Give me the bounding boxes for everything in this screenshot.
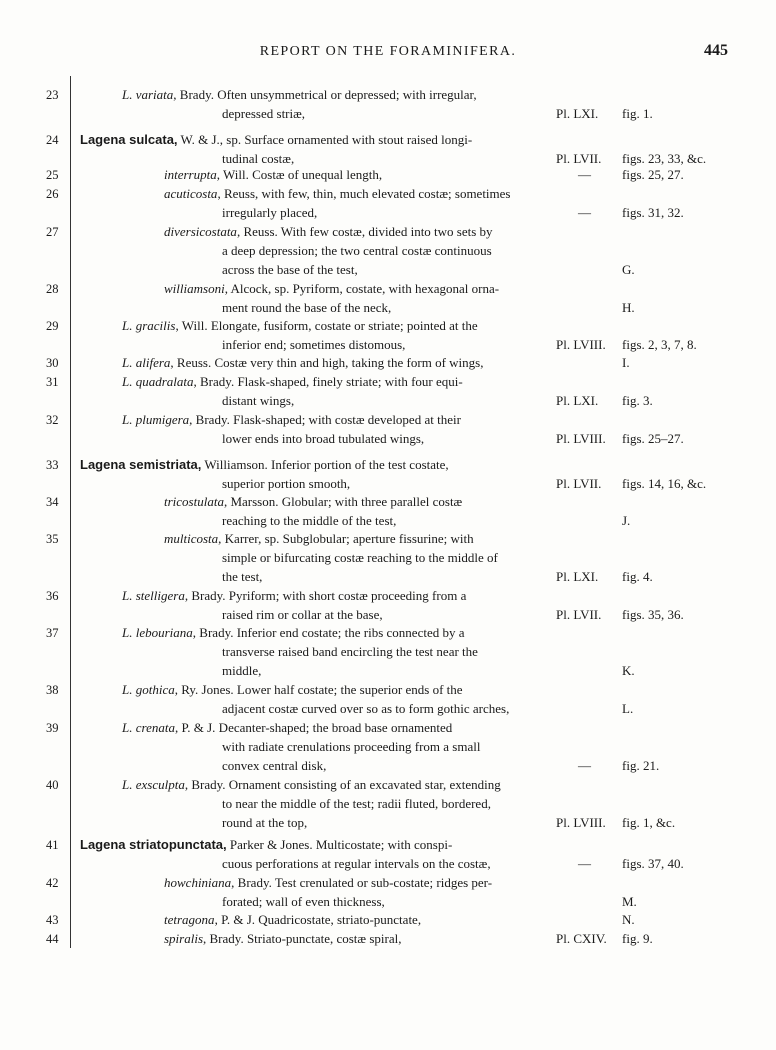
entry-number: 32 [46,413,59,427]
figure-reference: figs. 35, 36. [622,606,684,622]
entry-description-continued: forated; wall of even thickness, [222,893,385,909]
plate-reference: Pl. LVII. [556,475,602,491]
entry-number: 41 [46,838,59,852]
entry-description: diversicostata, Reuss. With few costæ, divided into two sets by [164,224,493,239]
entry-description: tetragona, P. & J. Quadricostate, striato-punctate, [164,912,422,927]
entry-description: L. alifera, Reuss. Costæ very thin and high, taking the form of wings, [122,355,484,370]
figure-reference: I. [622,355,630,370]
entry-description-continued: convex central disk, [222,757,327,773]
entry-number: 24 [46,133,59,147]
entry-description-continued: the test, [222,568,263,584]
entry-description: L. variata, Brady. Often unsymmetrical or depressed; with irregular, [122,87,477,102]
figure-reference: figs. 37, 40. [622,855,684,871]
plate-reference: Pl. LVII. [556,606,602,622]
entry-description: williamsoni, Alcock, sp. Pyriform, costate, with hexagonal orna- [164,281,500,296]
entry-description: howchiniana, Brady. Test crenulated or sub-costate; ridges per- [164,875,493,890]
entry-description-continued: to near the middle of the test; radii fluted, bordered, [222,795,491,811]
entry-description-continued: tudinal costæ, [222,150,295,166]
entry-description: Lagena semistriata, Williamson. Inferior portion of the test costate, [80,457,449,472]
entry-description: Lagena sulcata, W. & J., sp. Surface ornamented with stout raised longi- [80,132,473,147]
figure-reference: N. [622,912,635,927]
entry-number: 36 [46,589,59,603]
entry-description-continued: a deep depression; the two central costæ continuous [222,242,492,258]
entry-number: 40 [46,778,59,792]
entry-description-continued: irregularly placed, [222,204,318,220]
entry-description-continued: raised rim or collar at the base, [222,606,383,622]
figure-reference: figs. 25, 27. [622,167,684,182]
entry-number: 38 [46,683,59,697]
entry-description-continued: cuous perforations at regular intervals on the costæ, [222,855,491,871]
figure-reference: fig. 9. [622,931,653,946]
plate-reference: Pl. LXI. [556,105,599,121]
entry-number: 42 [46,876,59,890]
plate-reference: — [578,167,591,182]
figure-reference: K. [622,662,635,678]
figure-reference: fig. 1, &c. [622,814,676,830]
figure-reference: fig. 1. [622,105,653,121]
entry-description-continued: lower ends into broad tubulated wings, [222,430,425,446]
page-number: 445 [704,42,728,59]
entry-description-continued: middle, [222,662,262,678]
plate-reference: Pl. LXI. [556,392,599,408]
entry-number: 26 [46,187,59,201]
entry-description-continued: simple or bifurcating costæ reaching to the middle of [222,549,498,565]
plate-reference: — [578,757,591,773]
figure-reference: fig. 4. [622,568,653,584]
entry-number: 43 [46,913,59,927]
entry-description: interrupta, Will. Costæ of unequal length, [164,167,383,182]
plate-reference: Pl. LVII. [556,150,602,166]
figure-reference: figs. 14, 16, &c. [622,475,707,491]
entry-number: 31 [46,375,59,389]
entry-number: 39 [46,721,59,735]
entry-description-continued: depressed striæ, [222,105,306,121]
entry-description-continued: adjacent costæ curved over so as to form gothic arches, [222,700,510,716]
entry-number: 25 [46,168,59,182]
plate-reference: — [578,855,591,871]
figure-reference: L. [622,700,634,716]
entry-description: acuticosta, Reuss, with few, thin, much elevated costæ; sometimes [164,186,511,201]
figure-reference: figs. 31, 32. [622,204,684,220]
entry-description: L. crenata, P. & J. Decanter-shaped; the broad base ornamented [122,720,453,735]
entry-description: L. plumigera, Brady. Flask-shaped; with costæ developed at their [122,412,461,427]
entry-description: tricostulata, Marsson. Globular; with three parallel costæ [164,494,463,509]
plate-reference: Pl. LVIII. [556,430,606,446]
entry-description-continued: reaching to the middle of the test, [222,512,397,528]
figure-reference: H. [622,299,635,315]
entry-number: 34 [46,495,59,509]
figure-reference: figs. 25–27. [622,430,684,446]
entry-description: L. lebouriana, Brady. Inferior end costate; the ribs connected by a [122,625,465,640]
figure-reference: M. [622,893,637,909]
figure-reference: figs. 2, 3, 7, 8. [622,336,697,352]
entry-description-continued: round at the top, [222,814,308,830]
entry-description: multicosta, Karrer, sp. Subglobular; aperture fissurine; with [164,531,474,546]
plate-reference: Pl. CXIV. [556,931,607,946]
page-header [0,44,776,64]
entry-description: L. gracilis, Will. Elongate, fusiform, costate or striate; pointed at the [122,318,478,333]
entry-number: 35 [46,532,59,546]
entry-number: 44 [46,932,59,946]
entry-description: L. stelligera, Brady. Pyriform; with short costæ proceeding from a [122,588,467,603]
running-title: REPORT ON THE FORAMINIFERA. [259,44,517,59]
entry-description-continued: superior portion smooth, [222,475,351,491]
entry-number: 30 [46,356,59,370]
entry-description-continued: with radiate crenulations proceeding from a small [222,738,481,754]
figure-reference: figs. 23, 33, &c. [622,150,707,166]
figure-reference: fig. 3. [622,392,653,408]
entry-description: spiralis, Brady. Striato-punctate, costæ spiral, [164,931,402,946]
entry-number: 29 [46,319,59,333]
entry-description-continued: inferior end; sometimes distomous, [222,336,406,352]
entry-description: L. gothica, Ry. Jones. Lower half costate; the superior ends of the [122,682,463,697]
entry-description-continued: across the base of the test, [222,261,358,277]
entry-description: Lagena striatopunctata, Parker & Jones. Multicostate; with conspi- [80,837,453,852]
plate-reference: Pl. LVIII. [556,814,606,830]
entry-description: L. quadralata, Brady. Flask-shaped, finely striate; with four equi- [122,374,463,389]
plate-reference: Pl. LVIII. [556,336,606,352]
margin-rule [70,76,71,948]
entry-number: 28 [46,282,59,296]
entry-description: L. exsculpta, Brady. Ornament consisting of an excavated star, extending [122,777,501,792]
plate-reference: — [578,204,591,220]
entry-description-continued: ment round the base of the neck, [222,299,392,315]
entry-number: 23 [46,88,59,102]
entry-number: 33 [46,458,59,472]
entry-number: 27 [46,225,59,239]
entry-description-continued: distant wings, [222,392,295,408]
entry-number: 37 [46,626,59,640]
entry-description-continued: transverse raised band encircling the test near the [222,643,478,659]
figure-reference: J. [622,512,631,528]
plate-reference: Pl. LXI. [556,568,599,584]
figure-reference: G. [622,261,635,277]
figure-reference: fig. 21. [622,757,660,773]
